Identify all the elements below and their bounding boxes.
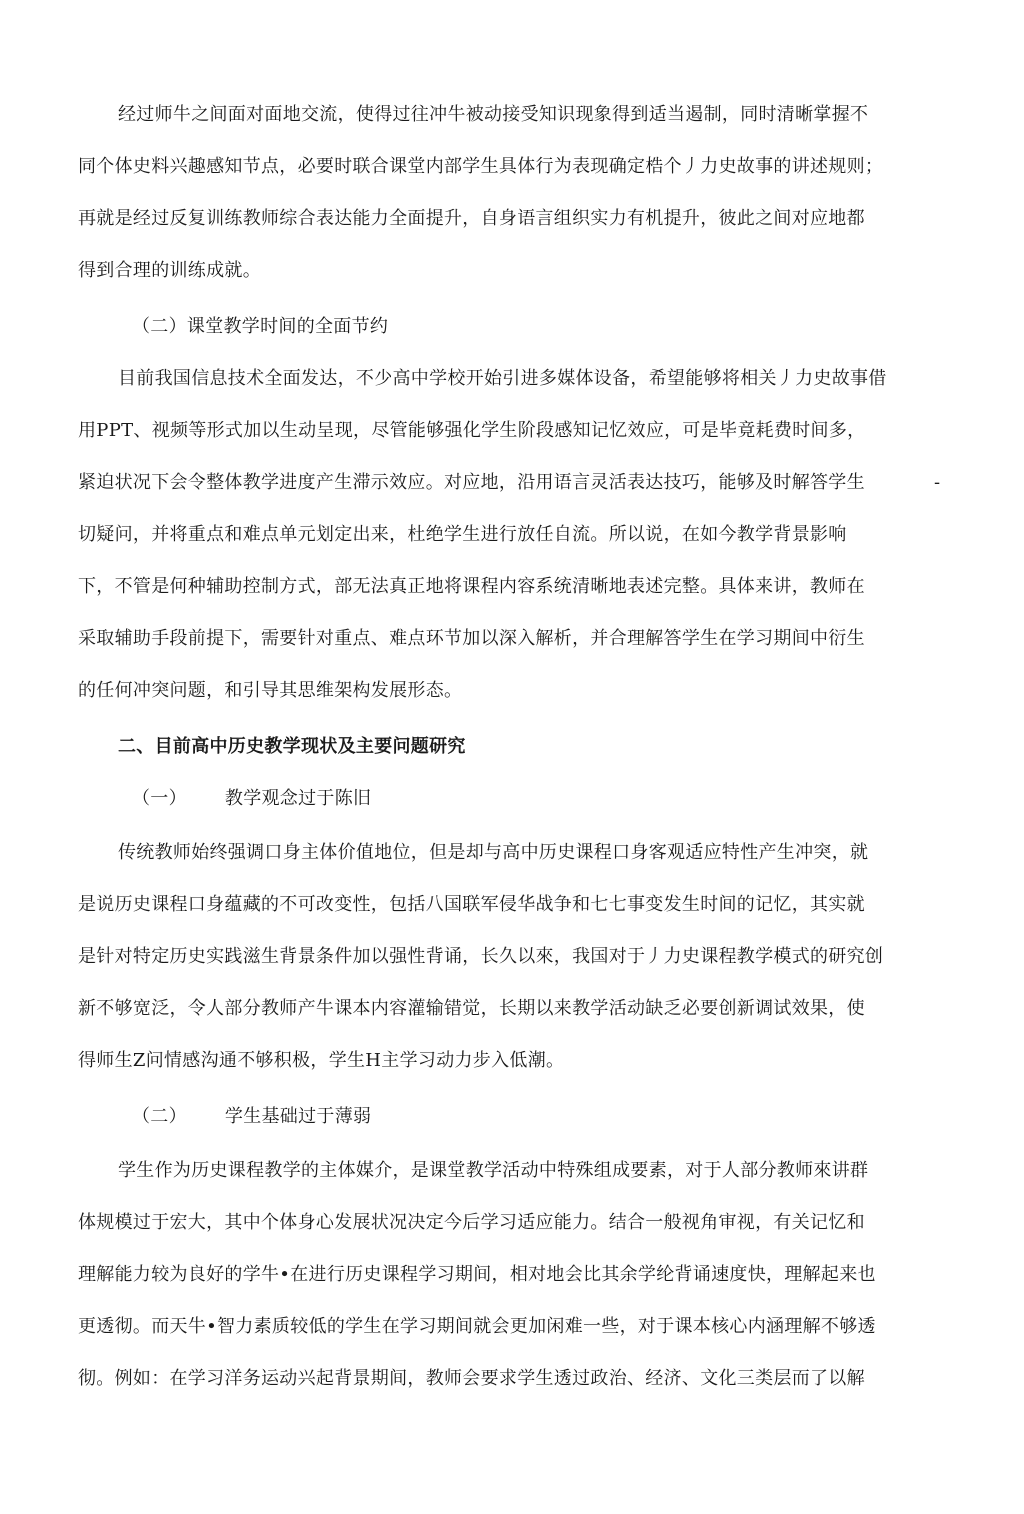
paragraph-line: 紧迫状况下会令整体教学进度产生滞示效应。对应地，沿用语言灵活表达技巧，能够及时解答学生	[78, 472, 865, 493]
paragraph-line: 理解能力较为良好的学牛•在进行历史课程学习期间，相对地会比其余学纶背诵速度快，理解起来也	[78, 1264, 876, 1285]
paragraph-line: 传统教师始终强调口身主体价值地位，但是却与高中历史课程口身客观适应特性产生冲突，就	[118, 842, 869, 863]
subsection-heading	[132, 786, 371, 812]
section-heading: （二）课堂教学时间的全面节约	[132, 316, 389, 337]
subsection-title: 学生基础过于薄弱	[224, 1106, 372, 1127]
paragraph-line: 下，不管是何种辅助控制方式，部无法真正地将课程内容系统清晰地表述完整。具体来讲，教师在	[78, 576, 865, 597]
paragraph-line: 是说历史课程口身蕴藏的不可改变性，包括八国联军侵华战争和七七事变发生时间的记忆，其实就	[78, 894, 865, 915]
paragraph-line: 更透彻。而天牛•智力素质较低的学生在学习期间就会更加闲难一些，对于课本核心内涵理解不够透	[78, 1316, 876, 1337]
paragraph-line: 采取辅助手段前提下，需要针对重点、难点环节加以深入解析，并合理解答学生在学习期间中衍生	[78, 628, 865, 649]
paragraph-line: 体规模过于宏大，其中个体身心发展状况决定今后学习适应能力。结合一般视角审视，有关记忆和	[78, 1212, 865, 1233]
paragraph-line: 学生作为历史课程教学的主体媒介，是课堂教学活动中特殊组成要素，对于人部分教师來讲群	[118, 1160, 869, 1181]
chapter-heading: 二、目前高中历史教学现状及主要问题研究	[118, 736, 466, 757]
paragraph-line: 目前我国信息技术全面发达，不少高中学校开始引进多媒体设备，希望能够将相关丿力史故事借	[118, 368, 887, 389]
paragraph-line: 得到合理的训练成就。	[78, 260, 261, 281]
subsection-number: （二）	[132, 1106, 187, 1127]
paragraph-line: 经过师牛之间面对面地交流，使得过往冲牛被动接受知识现象得到适当遏制，同时清晰掌握不	[118, 104, 869, 125]
paragraph-line: 再就是经过反复训练教师综合表达能力全面提升，自身语言组织实力有机提升，彼此之间对应地都	[78, 208, 865, 229]
paragraph-line: 彻。例如：在学习洋务运动兴起背景期间，教师会要求学生透过政治、经济、文化三类层而了以解	[78, 1368, 865, 1389]
subsection-heading	[132, 1104, 371, 1130]
paragraph-line: 用PPT、视频等形式加以生动呈现，尽管能够强化学生阶段感知记忆效应，可是毕竟耗费时间多，	[78, 420, 866, 441]
paragraph-line: 得师生Z问情感沟通不够积极，学生H主学习动力步入低潮。	[78, 1050, 565, 1071]
margin-mark: -	[934, 472, 941, 493]
paragraph-line: 新不够宽泛，令人部分教师产牛课本内容灌输错觉，长期以来教学活动缺乏必要创新调试效果，使	[78, 998, 865, 1019]
paragraph-line: 是针对特定历史实践滋生背景条件加以强性背诵，长久以來，我国对于丿力史课程教学模式的研究创	[78, 946, 884, 967]
paragraph-line: 切疑问，并将重点和难点单元划定出来，杜绝学生进行放任自流。所以说，在如今教学背景影响	[78, 524, 847, 545]
subsection-title: 教学观念过于陈旧	[224, 788, 372, 809]
paragraph-line: 的任何冲突问题，和引导其思维架构发展形态。	[78, 680, 463, 701]
subsection-number: （一）	[132, 788, 187, 809]
paragraph-line: 同个体史料兴趣感知节点，必要时联合课堂内部学生具体行为表现确定梏个丿力史故事的讲述规则；	[78, 156, 884, 177]
